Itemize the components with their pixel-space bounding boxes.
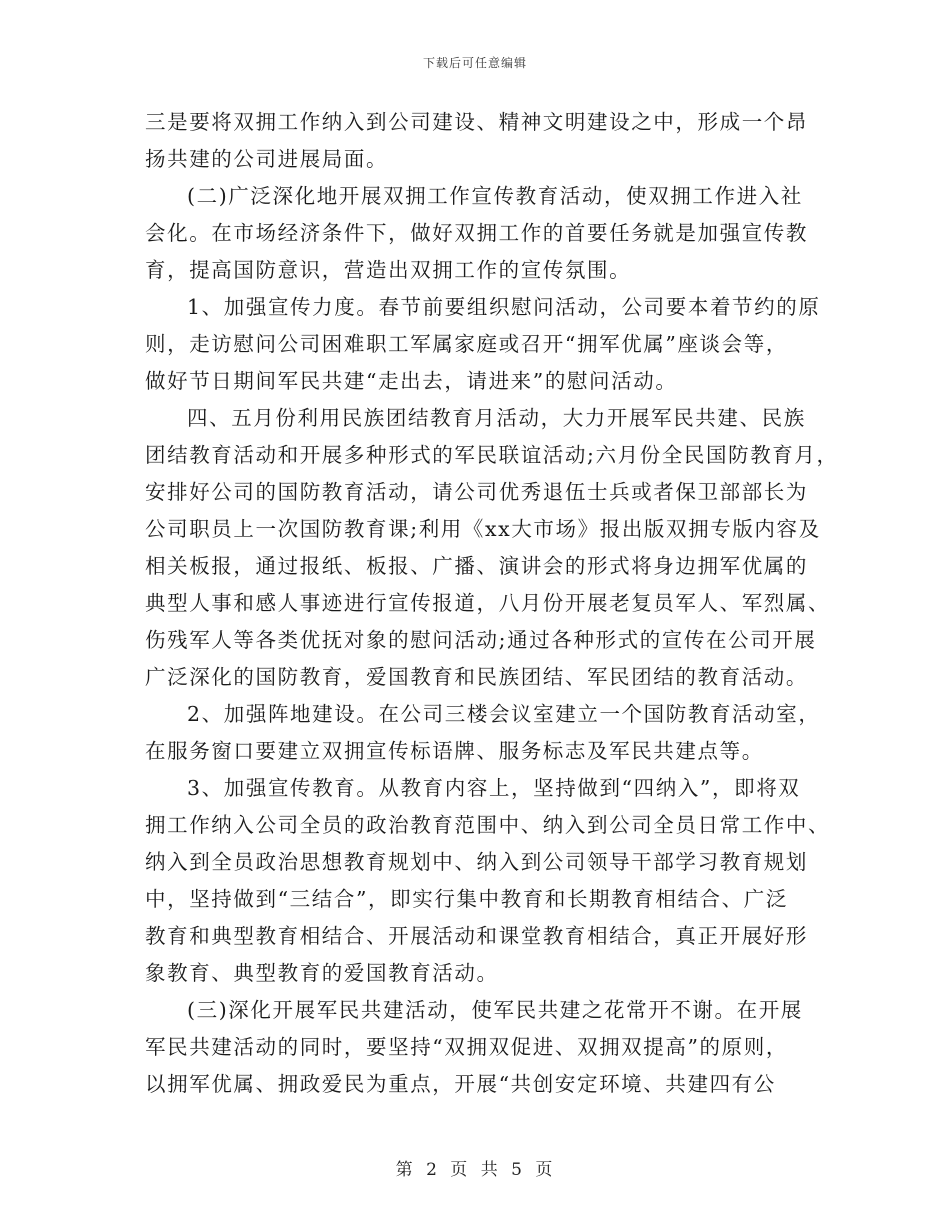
text-line: 相关板报，通过报纸、板报、广播、演讲会的形式将身边拥军优属的 bbox=[145, 554, 808, 578]
text-line: 做好节日期间军民共建“走出去，请进来”的慰问活动。 bbox=[145, 369, 678, 393]
text-line: 拥工作纳入公司全员的政治教育范围中、纳入到公司全员日常工作中、 bbox=[145, 813, 831, 837]
text-line: 广泛深化的国防教育，爱国教育和民族团结、军民团结的教育活动。 bbox=[145, 665, 808, 689]
text-line: 军民共建活动的同时，要坚持“双拥双促进、双拥双提高”的原则， bbox=[145, 1035, 788, 1059]
text-line: 则，走访慰问公司困难职工军属家庭或召开“拥军优属”座谈会等， bbox=[145, 332, 788, 356]
text-line: 育，提高国防意识，营造出双拥工作的宣传氛围。 bbox=[145, 258, 632, 282]
text-line: 会化。在市场经济条件下，做好双拥工作的首要任务就是加强宣传教 bbox=[145, 221, 808, 245]
text-line: 伤残军人等各类优抚对象的慰问活动;通过各种形式的宣传在公司开展 bbox=[145, 628, 817, 652]
document-body bbox=[145, 104, 839, 1103]
text-line: 扬共建的公司进展局面。 bbox=[145, 147, 389, 171]
text-line: 三是要将双拥工作纳入到公司建设、精神文明建设之中，形成一个昂 bbox=[145, 110, 808, 134]
text-line: 象教育、典型教育的爱国教育活动。 bbox=[145, 961, 499, 985]
paragraph-first-line: 四、五月份利用民族团结教育月活动，大力开展军民共建、民族 bbox=[187, 406, 806, 430]
page-header: 下载后可任意编辑 bbox=[422, 56, 527, 70]
paragraph-first-line: 1、加强宣传力度。春节前要组织慰问活动，公司要本着节约的原 bbox=[187, 295, 821, 319]
page-number: 第 2 页 共 5 页 bbox=[395, 1160, 555, 1180]
text-line: 教育和典型教育相结合、开展活动和课堂教育相结合，真正开展好形 bbox=[145, 924, 808, 948]
paragraph-first-line: (二)广泛深化地开展双拥工作宣传教育活动，使双拥工作进入社 bbox=[187, 184, 803, 208]
text-line: 公司职员上一次国防教育课;利用《xx大市场》报出版双拥专版内容及 bbox=[145, 517, 821, 541]
text-line: 纳入到全员政治思想教育规划中、纳入到公司领导干部学习教育规划 bbox=[145, 850, 808, 874]
paragraph-first-line: 2、加强阵地建设。在公司三楼会议室建立一个国防教育活动室， bbox=[187, 702, 821, 726]
paragraph-first-line: 3、加强宣传教育。从教育内容上，坚持做到“四纳入”，即将双 bbox=[187, 776, 801, 800]
text-line: 中，坚持做到“三结合”，即实行集中教育和长期教育相结合、广泛 bbox=[145, 887, 788, 911]
text-line: 典型人事和感人事迹进行宣传报道，八月份开展老复员军人、军烈属、 bbox=[145, 591, 831, 615]
paragraph-first-line: (三)深化开展军民共建活动，使军民共建之花常开不谢。在开展 bbox=[187, 998, 803, 1022]
text-line: 以拥军优属、拥政爱民为重点，开展“共创安定环境、共建四有公 bbox=[145, 1072, 776, 1096]
text-line: 安排好公司的国防教育活动，请公司优秀退伍士兵或者保卫部部长为 bbox=[145, 480, 808, 504]
text-line: 团结教育活动和开展多种形式的军民联谊活动;六月份全民国防教育月， bbox=[145, 443, 839, 467]
text-line: 在服务窗口要建立双拥宣传标语牌、服务标志及军民共建点等。 bbox=[145, 739, 764, 763]
